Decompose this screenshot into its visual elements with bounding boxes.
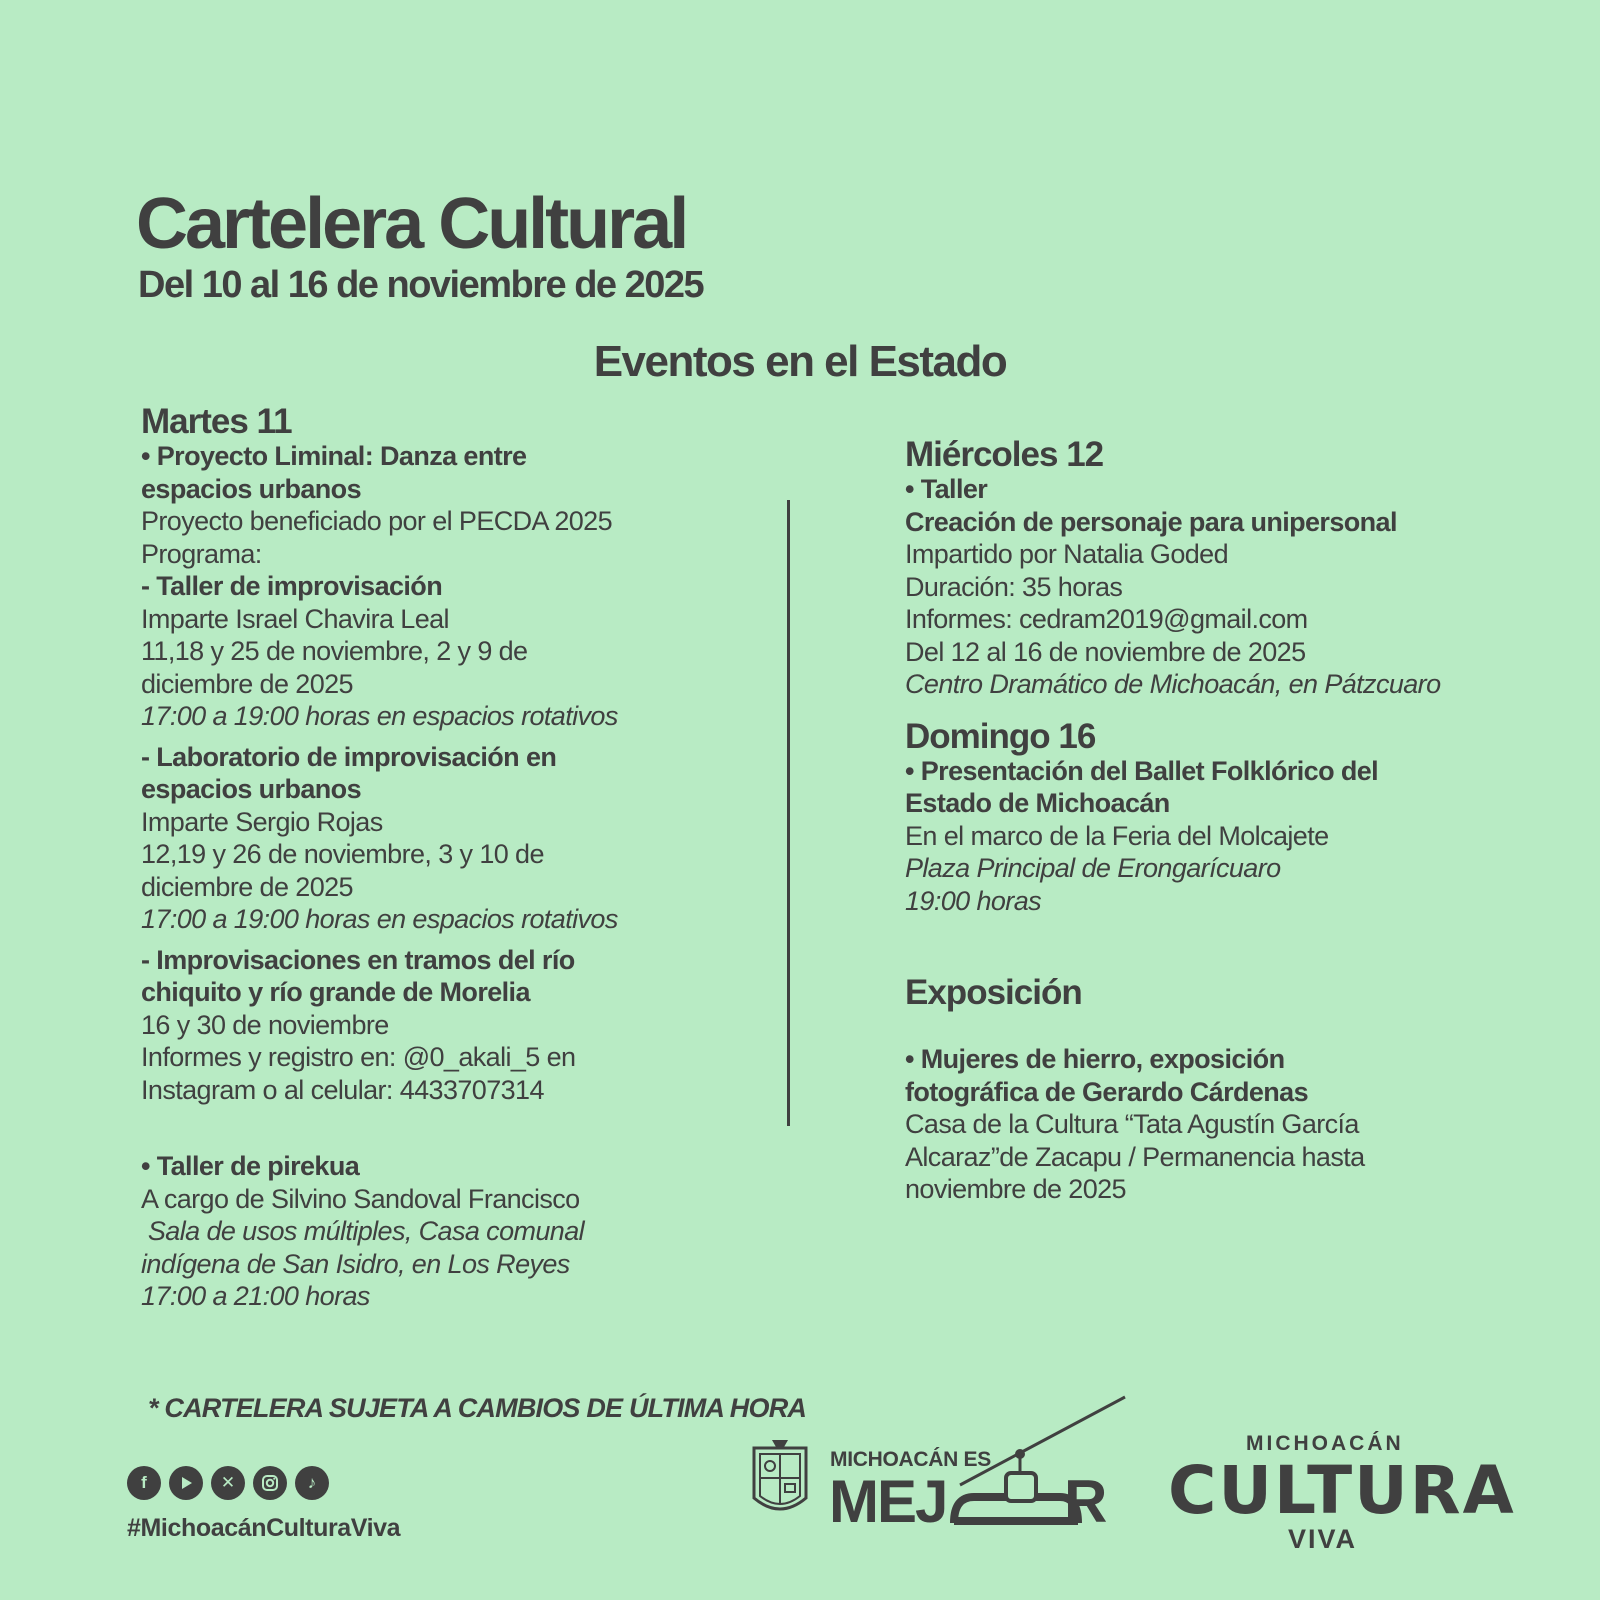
subevent-title: - Taller de improvisación <box>141 571 443 601</box>
facebook-icon[interactable]: f <box>127 1466 161 1500</box>
event-detail: Casa de la Cultura “Tata Agustín García <box>905 1109 1359 1139</box>
event-detail: En el marco de la Feria del Molcajete <box>905 820 1329 851</box>
cultura-logo-bottom: VIVA <box>1288 1524 1358 1554</box>
event-detail: Del 12 al 16 de noviembre de 2025 <box>905 636 1306 667</box>
event-time: 17:00 a 19:00 horas en espacios rotativos <box>141 904 618 934</box>
event-time: 17:00 a 19:00 horas en espacios rotativos <box>141 701 618 731</box>
page-title: Cartelera Cultural <box>136 184 687 264</box>
event-title: Estado de Michoacán <box>905 788 1170 818</box>
cultura-logo-top: MICHOACÁN <box>1246 1432 1404 1455</box>
exposition-heading: Exposición <box>905 973 1082 1012</box>
event-detail: Imparte Israel Chavira Leal <box>141 603 449 634</box>
event-title: Creación de personaje para unipersonal <box>905 506 1397 537</box>
disclaimer: * CARTELERA SUJETA A CAMBIOS DE ÚLTIMA HORA <box>148 1393 807 1423</box>
logo-mejor-right: R <box>1064 1468 1108 1535</box>
event-detail: A cargo de Silvino Sandoval Francisco <box>141 1183 580 1214</box>
event-place: Plaza Principal de Erongarícuaro <box>905 853 1281 883</box>
logo-michoacan-es: MICHOACÁN ES <box>830 1448 991 1471</box>
event-detail: Informes y registro en: @0_akali_5 en <box>141 1042 576 1072</box>
day-heading-miercoles: Miércoles 12 <box>905 435 1104 474</box>
social-icons <box>127 1466 329 1500</box>
event-title: fotográfica de Gerardo Cárdenas <box>905 1076 1309 1107</box>
column-divider <box>787 500 790 1126</box>
x-icon[interactable]: ✕ <box>211 1466 245 1500</box>
left-column <box>141 404 761 1313</box>
event-detail: noviembre de 2025 <box>905 1174 1126 1204</box>
hashtag: #MichoacánCulturaViva <box>127 1514 401 1542</box>
event-detail: Programa: <box>141 538 262 569</box>
event-time: 19:00 horas <box>905 885 1042 916</box>
state-shield-icon <box>748 1438 812 1522</box>
date-range: Del 10 al 16 de noviembre de 2025 <box>138 264 704 306</box>
event-title: • Taller <box>905 474 988 504</box>
section-heading: Eventos en el Estado <box>593 337 1007 386</box>
event-detail: Alcaraz”de Zacapu / Permanencia hasta <box>905 1141 1365 1172</box>
event-place: indígena de San Isidro, en Los Reyes <box>141 1248 570 1279</box>
event-title: • Taller de pirekua <box>141 1151 360 1181</box>
cultura-logo-word: CULTURA <box>1168 1452 1516 1529</box>
event-detail: 12,19 y 26 de noviembre, 3 y 10 de <box>141 839 544 869</box>
event-detail: diciembre de 2025 <box>141 668 353 699</box>
event-detail: Instagram o al celular: 4433707314 <box>141 1074 544 1105</box>
logo-mejor-left: MEJ <box>829 1468 947 1535</box>
event-detail: Duración: 35 horas <box>905 571 1123 602</box>
event-place: Sala de usos múltiples, Casa comunal <box>141 1216 585 1246</box>
tiktok-icon[interactable]: ♪ <box>295 1466 329 1500</box>
subevent-title: - Improvisaciones en tramos del río <box>141 944 575 975</box>
subevent-title: chiquito y río grande de Morelia <box>141 977 530 1007</box>
event-title: • Mujeres de hierro, exposición <box>905 1044 1285 1074</box>
event-detail: Impartido por Natalia Goded <box>905 539 1228 569</box>
event-detail: Informes: cedram2019@gmail.com <box>905 604 1308 634</box>
event-place: Centro Dramático de Michoacán, en Pátzcuaro <box>905 669 1441 699</box>
day-heading-domingo: Domingo 16 <box>905 716 1096 756</box>
right-column <box>905 437 1545 1206</box>
event-detail: Proyecto beneficiado por el PECDA 2025 <box>141 506 613 536</box>
event-time: 17:00 a 21:00 horas <box>141 1281 370 1311</box>
subevent-title: - Laboratorio de improvisación en <box>141 741 557 772</box>
instagram-icon[interactable] <box>253 1466 287 1500</box>
event-title: espacios urbanos <box>141 473 361 504</box>
event-title: • Presentación del Ballet Folklórico del <box>905 755 1379 786</box>
day-heading-martes: Martes 11 <box>141 402 292 441</box>
event-title: • Proyecto Liminal: Danza entre <box>141 441 527 471</box>
event-detail: 11,18 y 25 de noviembre, 2 y 9 de <box>141 636 528 666</box>
event-detail: diciembre de 2025 <box>141 871 353 902</box>
event-detail: 16 y 30 de noviembre <box>141 1009 389 1040</box>
subevent-title: espacios urbanos <box>141 774 361 804</box>
event-detail: Imparte Sergio Rojas <box>141 806 383 837</box>
youtube-icon[interactable] <box>169 1466 203 1500</box>
